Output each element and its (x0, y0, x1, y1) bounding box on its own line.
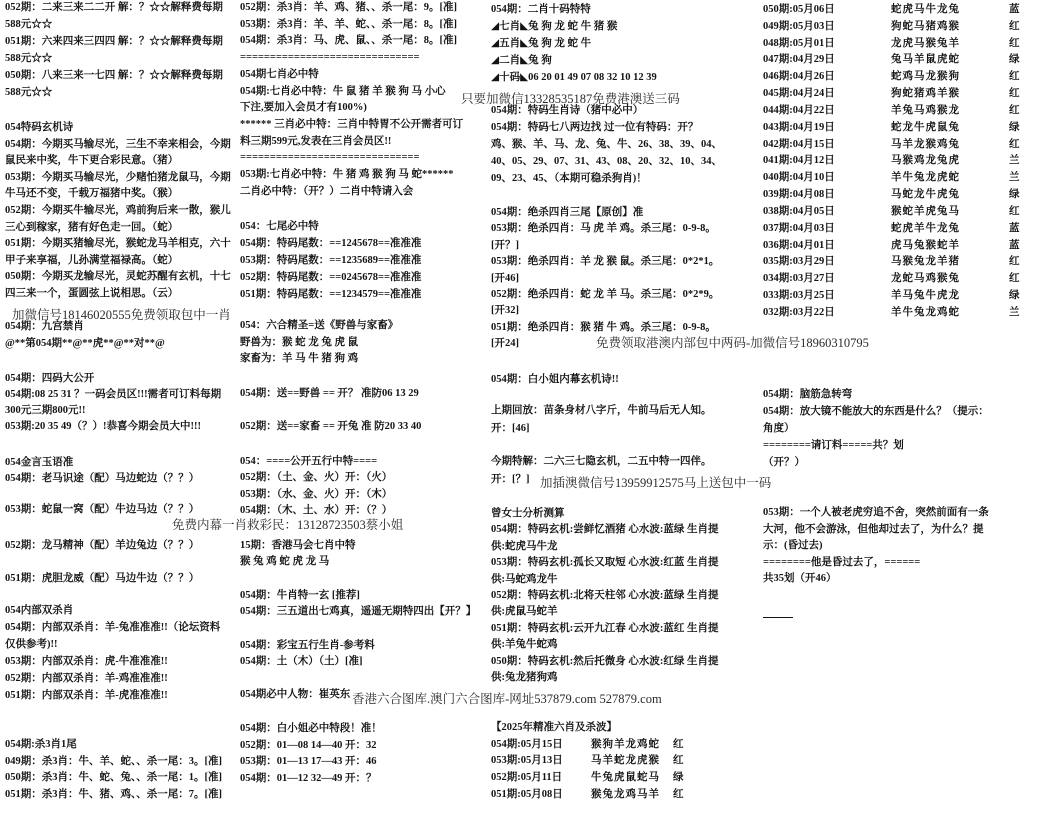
last-period-replay (491, 402, 759, 438)
text-line: 甲子来享福，儿孙满堂福禄高。（蛇） (5, 254, 179, 266)
section-heading: 054：六合精圣=送《野兽与家畜》 (240, 320, 399, 331)
ad-overlay: 加微信号18146020555免费领取包中一肖 (12, 308, 231, 322)
separator-line: ============================== (240, 152, 420, 164)
draw-wave-color: 红 (1009, 256, 1020, 268)
history-table (763, 2, 1047, 322)
table-row (491, 753, 759, 770)
text-line: ◢七肖◣兔 狗 龙 蛇 牛 猪 猴 (491, 21, 618, 32)
text-line: ========请订料=====共？划 (763, 440, 904, 451)
text-line: 051期：杀3肖：牛、猪、鸡、、杀一尾：7。[准] (5, 789, 222, 801)
text-line: 仅供参考)!! (5, 639, 58, 650)
nine-palace-block (5, 318, 236, 352)
draw-zodiacs: 兔马羊鼠虎蛇 (891, 54, 960, 66)
draw-wave-color: 蓝 (1009, 222, 1020, 234)
table-row (763, 86, 1047, 103)
draw-period: 033期:03月25日 (763, 290, 835, 302)
text-line: 053期：01—13 17—43 开：46 (240, 756, 377, 767)
text-line: 共35划（开46） (763, 573, 837, 584)
text-line: 052期：送==家畜 == 开兔 准 防20 33 40 (240, 421, 422, 432)
draw-wave-color: 红 (673, 788, 684, 800)
section-heading: 054期：特码生肖诗（猪中必中） (491, 105, 644, 116)
text-line: 054期必中人物：崔英东 (240, 689, 351, 700)
draw-wave-color: 绿 (1009, 54, 1020, 66)
text-line: 家畜为：羊 马 牛 猪 狗 鸡 (240, 353, 359, 364)
text-line: 牛马还不变，千载万福猪中奖。（猴） (5, 188, 179, 200)
draw-zodiacs: 蛇鸡马龙猴狗 (891, 71, 960, 83)
draw-period: 040期:04月10日 (763, 172, 835, 184)
text-line: 052期：01—08 14—40 开：32 (240, 739, 377, 751)
draw-zodiacs: 猴蛇羊虎兔马 (891, 205, 960, 217)
text-line: 054期：今期买马输尽光，三生不幸来相会，今期 (5, 138, 231, 150)
text-line: （开？） (763, 457, 805, 468)
ad-overlay: 香港六合图库.澳门六合图库-网址537879.com 527879.com (352, 692, 662, 706)
text-line: 料三期599元,发表在三肖会员区!! (240, 135, 392, 147)
text-line: 050期：今期买龙输尽光，灵蛇苏醒有玄机，十七 (5, 271, 231, 283)
draw-zodiacs: 龙虎马猴兔羊 (891, 37, 960, 49)
text-line: 053期：蛇鼠一窝（配）牛边马边（？？） (5, 504, 200, 515)
draw-wave-color: 红 (1009, 104, 1020, 116)
section-heading: 054：七尾必中特 (240, 221, 319, 232)
draw-zodiacs: 狗蛇猪鸡羊猴 (891, 88, 960, 100)
text-line: 示：(昏过去) (763, 540, 823, 551)
draw-period: 049期:05月03日 (763, 20, 835, 32)
table-row (763, 288, 1047, 305)
five-elements-block (240, 454, 486, 520)
kill-three-block (5, 737, 236, 804)
section-heading: 054金言玉语准 (5, 457, 74, 468)
draw-wave-color: 红 (1009, 273, 1020, 285)
color-treasure-block (240, 638, 486, 670)
draw-wave-color: 绿 (1009, 189, 1020, 201)
draw-wave-color: 绿 (1009, 121, 1020, 133)
table-row (763, 36, 1047, 53)
text-line: 鼠民来中奖，牛下更合彩民意。（猪） (5, 155, 179, 167)
text-line: 053期：内部双杀肖：虎-牛准准准!! (5, 656, 168, 667)
text-line: 鸡、猴、羊、马、龙、兔、牛、26、38、39、04、 (491, 139, 722, 150)
text-line: 588元☆☆ (5, 87, 53, 98)
text-line: 052期：特码玄机:北将天柱邻 心水波:蓝绿 生肖提 (491, 590, 719, 602)
text-line: 053期：一个人被老虎穷追不舍，突然前面有一条 (763, 507, 989, 518)
draw-wave-color: 兰 (1009, 306, 1020, 318)
text-line: 供:兔龙猪狗鸡 (491, 672, 558, 684)
table-row (763, 204, 1047, 221)
draw-period: 047期:04月29日 (763, 54, 835, 66)
beast-livestock-block (240, 318, 486, 368)
section-heading: 054期：彩宝五行生肖-参考料 (240, 640, 375, 651)
text-line: 053期：特码玄机:孤长又取短 心水波:红蓝 生肖提 (491, 557, 719, 569)
table-row (763, 2, 1047, 19)
draw-zodiacs: 龙蛇马鸡猴兔 (891, 273, 960, 285)
table-row (763, 52, 1047, 69)
number-range-block (240, 721, 486, 787)
ad-overlay: 免费内幕一肖救彩民：13128723503蔡小姐 (172, 518, 404, 532)
text-line: 054期：老马识途（配）马边蛇边（？？） (5, 473, 200, 484)
golden-words-block (5, 455, 236, 487)
text-line: 053期:20 35 49（？）!恭喜今期会员大中!!! (5, 421, 201, 432)
draw-zodiacs: 马羊蛇龙虎猴 (591, 755, 660, 767)
text-line: 052期：今期买牛输尽光，鸡前狗后来一散，猴儿 (5, 204, 231, 216)
text-line: 053期：绝杀四肖：马 虎 羊 鸡。杀三尾：0-9-8。 (491, 223, 716, 235)
table-row (763, 170, 1047, 187)
double-kill-block (5, 602, 236, 704)
text-line: 051期：特码玄机:云开九江春 心水波:蓝红 生肖提 (491, 622, 719, 634)
text-line: 上期回放：苗条身材八字斤，牛前马后无人知。 (491, 405, 712, 416)
text-line: 054期：土（木）（土）[准] (240, 656, 363, 667)
section-heading: 054期：白小姐内幕玄机诗!! (491, 374, 619, 385)
text-line: ◢十码◣06 20 01 49 07 08 32 10 12 39 (491, 72, 657, 83)
text-line: 053期：特码尾数：==1235689==准准准 (240, 255, 422, 266)
draw-period: 051期:05月08日 (491, 788, 563, 800)
text-line: 051期：今期买猪输尽光，猴蛇龙马羊相克，六十 (5, 238, 231, 250)
draw-period: 034期:03月27日 (763, 273, 835, 285)
text-line: ========他是昏过去了，====== (763, 556, 921, 568)
section-heading: 054特码玄机诗 (5, 122, 74, 133)
draw-period: 041期:04月12日 (763, 155, 835, 167)
analysis-block (491, 506, 759, 686)
section-heading: 054期七肖必中特 (240, 68, 319, 80)
table-row (763, 69, 1047, 86)
text-line: 供:羊兔牛蛇鸡 (491, 639, 558, 651)
draw-wave-color: 红 (1009, 71, 1020, 83)
golden-words-051 (5, 571, 236, 587)
text-line: 054期:08 25 31 ？一码会员区!!!需者可订料每期 (5, 389, 222, 400)
hk-jockey-block (240, 538, 486, 570)
riddle-block-054 (763, 386, 1047, 471)
text-line: [开？] (491, 239, 519, 251)
text-line: 054期：01—12 32—49 开：？ (240, 772, 377, 784)
text-line: 052期：龙马精神（配）羊边兔边（？？） (5, 540, 200, 551)
draw-period: 052期:05月11日 (491, 772, 563, 784)
draw-wave-color: 绿 (1009, 290, 1020, 302)
draw-period: 039期:04月08日 (763, 189, 835, 201)
text-line: 050期：特码玄机:然后托微身 心水波:红绿 生肖提 (491, 655, 719, 667)
text-line: 052期：特码尾数：==0245678==准准准 (240, 272, 422, 283)
draw-zodiacs: 蛇龙牛虎鼠兔 (891, 121, 960, 133)
text-line: 051期：六来四来三四四 解：？☆☆解释费每期 (5, 36, 223, 47)
seven-zodiac-block (240, 0, 486, 200)
text-line: 角度） (763, 423, 795, 434)
draw-zodiacs: 羊马兔牛虎龙 (891, 290, 960, 302)
text-line: 054期：内部双杀肖：羊-兔准准准!!（论坛资料 (5, 622, 221, 633)
text-line: 053期：绝杀四肖：羊 龙 猴 鼠。杀三尾：0*2*1。 (491, 256, 720, 268)
table-row (491, 787, 759, 804)
text-line: 下注,要加入会员才有100%) (240, 102, 367, 114)
table-row (763, 305, 1047, 322)
section-heading: 15期：香港马会七肖中特 (240, 540, 356, 551)
text-line: 053期:七肖必中特：牛 猪 鸡 猴 狗 马 蛇****** (240, 169, 454, 181)
draw-wave-color: 红 (1009, 138, 1020, 150)
text-line: 052期：杀3肖：羊、鸡、猪、、杀一尾：9。[准] (240, 2, 457, 13)
text-line: 050期：八来三来一七四 解：？☆☆解释费每期 (5, 70, 223, 81)
text-line: 054期：杀3肖：马、虎、鼠、、杀一尾：8。[准] (240, 35, 457, 47)
paid-explanation-block (5, 0, 236, 101)
draw-period: 050期:05月06日 (763, 4, 835, 15)
draw-zodiacs: 猴狗羊龙鸡蛇 (591, 738, 660, 750)
draw-wave-color: 红 (1009, 37, 1020, 49)
text-line: 054期：三五道出七鸡真，遥遥无期特四出【开？】 (240, 606, 477, 617)
draw-wave-color: 红 (673, 755, 684, 767)
text-line: 开：[？] (491, 474, 530, 485)
draw-zodiacs: 马蛇龙牛虎兔 (891, 189, 960, 201)
table-row (763, 238, 1047, 255)
mystery-block (240, 588, 486, 620)
text-line: 054期：（木、土、水）开：（？） (240, 505, 393, 517)
section-heading: 054期:杀3肖1尾 (5, 739, 77, 750)
four-codes-block (5, 371, 236, 435)
section-heading: 054期：四码大公开 (5, 373, 95, 384)
ad-overlay: 加插澳微信号13959912575马上送包中一码 (540, 476, 772, 490)
text-line: 588元☆☆ (5, 19, 53, 30)
text-line: 供:蛇虎马牛龙 (491, 540, 558, 552)
text-line: 053期：杀3肖：羊、羊、蛇、、杀一尾：8。[准] (240, 18, 457, 30)
beast-result-054 (240, 386, 486, 402)
section-heading: 054期：九宫禁肖 (5, 321, 84, 332)
text-line: 今期特解：二六三七隐玄机，二五中特一四伴。 (491, 456, 712, 467)
table-row (763, 187, 1047, 204)
draw-period: 042期:04月15日 (763, 138, 835, 150)
text-line: @**第054期**@**虎**@**对**@ (5, 338, 165, 349)
section-heading: 054期：二肖十码特特 (491, 4, 591, 15)
text-line: 供:马蛇鸡龙牛 (491, 573, 558, 585)
draw-wave-color: 红 (1009, 88, 1020, 100)
table-row (763, 254, 1047, 271)
draw-period: 053期:05月13日 (491, 755, 563, 767)
section-heading: 054期：牛肖特一玄 [推荐] (240, 590, 360, 601)
kill-four-block (491, 205, 759, 353)
divider (763, 617, 793, 618)
text-line: [开24] (491, 338, 519, 350)
draw-period: 036期:04月01日 (763, 239, 835, 251)
table-row (763, 103, 1047, 120)
draw-zodiacs: 蛇虎马牛龙兔 (891, 4, 960, 15)
draw-zodiacs: 虎马兔猴蛇羊 (891, 239, 960, 251)
draw-period: 046期:04月26日 (763, 71, 835, 83)
ten-codes-block (491, 1, 759, 86)
draw-period: 044期:04月22日 (763, 104, 835, 116)
table-row (763, 120, 1047, 137)
table-title: 【2025年精准六肖及杀波】 (491, 722, 617, 733)
text-line: 051期：特码尾数：==1234579==准准准 (240, 289, 422, 300)
ad-overlay: 只要加微信13328535187免费港澳送三码 (461, 92, 680, 106)
text-line: 大河，他不会游泳，但他却过去了，为什么？提 (763, 523, 984, 535)
ad-overlay: 免费领取港澳内部包中两码-加微信号18960310795 (596, 336, 869, 350)
separator-line: ============================== (240, 52, 420, 64)
six-zodiac-table (491, 720, 759, 804)
text-line: 二肖必中特：（开？）二肖中特请入会 (240, 185, 414, 197)
table-row (763, 19, 1047, 36)
text-line: 开：[46] (491, 423, 530, 434)
text-line: 054期：放大镜不能放大的东西是什么？（提示： (763, 406, 989, 417)
text-line: [开46] (491, 272, 519, 284)
draw-period: 035期:03月29日 (763, 256, 835, 268)
table-row (491, 737, 759, 754)
golden-words-052 (5, 538, 236, 554)
draw-wave-color: 红 (1009, 20, 1020, 32)
section-heading: 曾女士分析测算 (491, 508, 565, 519)
draw-wave-color: 蓝 (1009, 4, 1020, 15)
text-line: 40、05、29、07、31、43、08、20、32、10、34、 (491, 156, 722, 167)
riddle-block-053 (763, 505, 1047, 588)
table-row (763, 137, 1047, 154)
text-line: 054期:七肖必中特：牛 鼠 猪 羊 猴 狗 马 小心 (240, 85, 446, 97)
text-line: 051期：绝杀四肖：猴 猪 牛 鸡。杀三尾：0-9-8。 (491, 321, 716, 333)
text-line: 052期：（土、金、火）开：（火） (240, 472, 393, 484)
draw-period: 054期:05月15日 (491, 738, 563, 750)
text-line: 050期：杀3肖：牛、蛇、兔、、杀一尾：1。[准] (5, 772, 222, 784)
draw-zodiacs: 狗蛇马猪鸡猴 (891, 20, 960, 32)
section-heading: 054：====公开五行中特==== (240, 456, 378, 467)
text-line: 09、23、45、（本期可稳杀狗肖)！ (491, 173, 647, 184)
draw-zodiacs: 羊兔马鸡猴龙 (891, 104, 960, 116)
text-line: 053期：（水、金、火）开：（木） (240, 488, 393, 500)
draw-period: 037期:04月03日 (763, 222, 835, 234)
text-line: ****** 三肖必中特：三肖中特胃不公开需者可订 (240, 118, 464, 130)
text-line: 054期：送==野兽 == 开？ 准防06 13 29 (240, 388, 419, 399)
draw-zodiacs: 马猴鸡龙兔虎 (891, 155, 960, 167)
draw-wave-color: 蓝 (1009, 239, 1020, 251)
text-line: 049期：杀3肖：牛、羊、蛇、、杀一尾：3。[准] (5, 755, 222, 767)
text-line: 051期：虎胆龙威（配）马边牛边（？？） (5, 573, 200, 584)
draw-zodiacs: 羊牛兔龙虎蛇 (891, 172, 960, 184)
text-line: 猴 兔 鸡 蛇 虎 龙 马 (240, 556, 330, 567)
draw-zodiacs: 蛇虎羊牛龙兔 (891, 222, 960, 234)
table-row (491, 770, 759, 787)
text-line: ◢二肖◣兔 狗 (491, 55, 552, 66)
draw-zodiacs: 猴兔龙鸡马羊 (591, 788, 660, 800)
draw-period: 038期:04月05日 (763, 205, 835, 217)
text-line: 052期：绝杀四肖：蛇 龙 羊 马。杀三尾：0*2*9。 (491, 289, 720, 301)
text-line: 054期：特码七八两边找 过一位有特码：开？ (491, 122, 699, 133)
text-line: 052期：二来三来二二开 解：？☆☆解释费每期 (5, 2, 223, 13)
text-line: ◢五肖◣兔 狗 龙 蛇 牛 (491, 38, 592, 49)
draw-zodiacs: 羊牛兔龙鸡蛇 (891, 306, 960, 318)
draw-zodiacs: 牛兔虎鼠蛇马 (591, 772, 660, 784)
text-line: 三心到稼家，猪有好色走一回。（蛇） (5, 221, 179, 233)
inside-poem-heading (491, 372, 759, 388)
text-line: [开32] (491, 305, 519, 317)
section-heading: 054期：脑筋急转弯 (763, 389, 853, 400)
draw-period: 032期:03月22日 (763, 306, 835, 318)
seven-tails-block (240, 218, 486, 303)
poem-block (5, 120, 236, 303)
draw-zodiacs: 马猴兔龙羊猪 (891, 256, 960, 268)
table-row (763, 271, 1047, 288)
text-line: 供:虎鼠马蛇羊 (491, 606, 558, 618)
section-heading: 054内部双杀肖 (5, 605, 74, 616)
section-heading: 054期：白小姐必中特段！准！ (240, 723, 382, 734)
draw-period: 045期:04月24日 (763, 88, 835, 100)
draw-wave-color: 红 (1009, 205, 1020, 217)
draw-wave-color: 兰 (1009, 172, 1020, 184)
text-line: 053期：今期买马输尽光，少赌怕猪龙鼠马，今期 (5, 171, 231, 183)
draw-period: 048期:05月01日 (763, 37, 835, 49)
text-line: 051期：内部双杀肖：羊-虎准准准!! (5, 690, 168, 701)
text-line: 300元三期800元!! (5, 405, 86, 416)
text-line: 野兽为：猴 蛇 龙 兔 虎 鼠 (240, 336, 359, 348)
section-heading: 054期：绝杀四肖三尾【原创】准 (491, 207, 644, 218)
text-line: 054期：特码尾数：==1245678==准准准 (240, 238, 422, 249)
draw-period: 043期:04月19日 (763, 121, 835, 133)
text-line: 052期：内部双杀肖：羊-鸡准准准!! (5, 673, 168, 684)
draw-wave-color: 红 (673, 738, 684, 750)
beast-result-052 (240, 419, 486, 435)
zodiac-poem-block (491, 102, 759, 187)
draw-wave-color: 兰 (1009, 155, 1020, 167)
table-row (763, 221, 1047, 238)
text-line: 588元☆☆ (5, 53, 53, 64)
draw-zodiacs: 马羊龙猴鸡兔 (891, 138, 960, 150)
text-line: 四三来一个，蛋圆弦上说相思。（云） (5, 287, 179, 299)
text-line: 054期：特码玄机:尝鲜忆酒猪 心水波:蓝绿 生肖提 (491, 524, 719, 536)
draw-wave-color: 绿 (673, 772, 684, 784)
table-row (763, 153, 1047, 170)
